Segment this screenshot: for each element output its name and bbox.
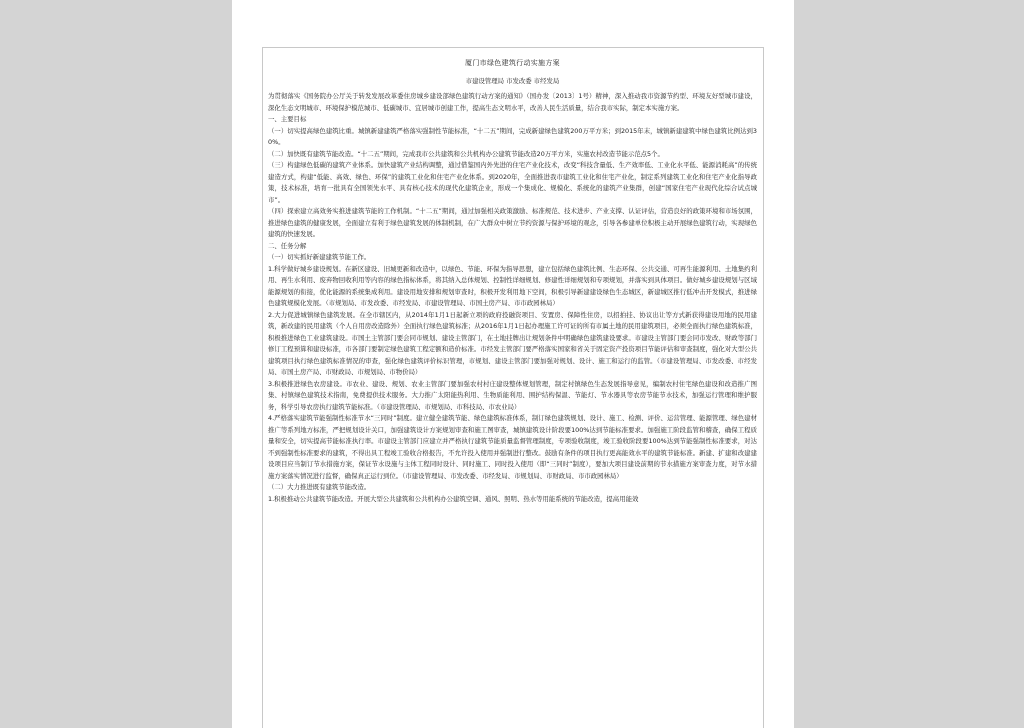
paragraph-intro: 为贯彻落实《国务院办公厅关于转发发展改革委住房城乡建设部绿色建筑行动方案的通知》（国办发〔2013〕1号）精神，深入推动我市资源节约型、环境友好型城市建设，深化生态文明城市、环境保护模范城市、低碳城市、宜居城市创建工作，提高生态文明水平，改善人民生活质量，结合我市实际，制定本实施方案。	[268, 92, 757, 112]
paragraph-task-4: 4.严格落实建筑节能强制性标准节水“三同时”制度。建立健全建筑节能、绿色建筑标准体系，制订绿色建筑规划、设计、施工、检测、评价、运营管理、能源管理、绿色建材推广等系列地方标准，严把规划设计关口，加强建筑设计方案规划审查和施工图审查，城镇建筑设计阶段要100%达到节能标准要求。加强施工阶段监管和稽查，确保工程质量和安全，切实提高节能标准执行率。市建设主管部门应建立并严格执行建筑节能质量监督管理制度，专项验收制度，竣工验收阶段要100%达到节能强制性标准要求，对达不到强制性标准要求的建筑，不得出具工程竣工验收合格报告，不允许投入使用并强制进行整改。鼓励有条件的项目执行更高能效水平的建筑节能标准。新建、扩建和改建建设项目应当制订节水措施方案，保证节水设施与主体工程同时设计、同时施工、同时投入使用（即“三同时”制度），要加大项目建设前期的节水措施方案审查力度，对节水措施方案落实情况进行监督，确保真正运行到位。（市建设管理局、市发改委、市经发局、市规划局、市财政局、市市政园林局）	[268, 414, 757, 480]
document-title: 厦门市绿色建筑行动实施方案	[465, 59, 560, 67]
paragraph-task-3: 3.积极推进绿色农房建设。市农业、建设、规划、农业主管部门要加强农村村庄建设整体规划管理，制定村镇绿色生态发展指导意见，编制农村住宅绿色建设和改造推广图集、村镇绿色建筑技术指南，免费提供技术服务。大力推广太阳能热利用、生物质能利用、围护结构保温、节能灯、节水器具等农房节能节水技术，加强运行管理和维护服务，科学引导农房执行建筑节能标准。（市建设管理局、市规划局、市科技局、市农业局）	[268, 379, 757, 411]
paragraph-task-1: 1.科学做好城乡建设规划。在新区建设、旧城更新和改造中，以绿色、节能、环保为指导思想，建立包括绿色建筑比例、生态环保、公共交通、可再生能源利用、土地集约利用、再生水利用、废弃物回收利用等内容的绿色指标体系，将其纳入总体规划、控制性详细规划、修建性详细规划和专项规划，并落实到具体项目。做好城乡建设规划与区域能源规划的衔接，优化能源的系统集成利用。建设用地安排和规划审查时，积极开发利用地下空间，积极引导新建建设绿色生态城区，新建城区推行低冲击开发模式，推进绿色建筑规模化发展。（市规划局、市发改委、市经发局、市建设管理局、市国土房产局、市市政园林局）	[268, 264, 757, 307]
paragraph-goal-1: （一）切实提高绿色建筑比重。城镇新建建筑严格落实强制性节能标准，“十二五”期间，完成新建绿色建筑200万平方米；到2015年末，城镇新建建筑中绿色建筑比例达到30%。	[268, 126, 757, 146]
document-body	[262, 47, 764, 728]
heading-task-breakdown: 二、任务分解	[268, 241, 307, 250]
paragraph-existing-1: 1.积极推动公共建筑节能改造。开展大型公共建筑和公共机构办公建筑空调、通风、照明、热水等用能系统的节能改造，提高用能效	[268, 494, 639, 503]
paragraph-goal-4: （四）探索建立高效务实推进建筑节能的工作机制。“十二五”期间，通过加强相关政策激励、标准规范、技术进步、产业支撑、认证评估，营造良好的政策环境和市场氛围，推进绿色建筑的健康发展，全面建立有利于绿色建筑发展的体制机制，在广大群众中树立节约资源与保护环境的观念，引导各参建单位积极主动开展绿色建筑行动，实现绿色建筑的快速发展。	[268, 207, 757, 238]
heading-main-goals: 一、主要目标	[268, 115, 307, 123]
subheading-new-building: （一）切实抓好新建建筑节能工作。	[268, 253, 371, 261]
paragraph-goal-3: （三）构建绿色低碳的建筑产业体系。加快建筑产业结构调整，通过借鉴国内外先进的住宅产业化技术，改变“科技含量低、生产效率低、工业化水平低、能源消耗高”的传统建造方式，构建“低能、高效、绿色、环保”的建筑工业化和住宅产业化体系。到2020年，全面推进我市建筑工业化和住宅产业化，制定系列建筑工业化和住宅产业化指导政策，技术标准，培育一批具有全国领先水平、具有核心技术的现代化建筑企业，形成一个集成化、规模化、系统化的建筑产业集群，创建“国家住宅产业现代化综合试点城市”。	[268, 161, 757, 204]
paragraph-task-2: 2.大力促进城镇绿色建筑发展。在全市辖区内，从2014年1月1日起新立项的政府投融资项目、安置房、保障性住房，以招拍挂、协议出让等方式新获得建设用地的民用建筑，新改建的民用建筑（个人自用房改造除外）全面执行绿色建筑标准；从2016年1月1日起办理施工许可证的所有市属土地的民用建筑项目，必须全面执行绿色建筑标准，积极推进绿色工业建筑建设。市国土主管部门要会同市规划、建设主管部门，在土地挂牌出让规划条件中明确绿色建筑建设要求。市建设主管部门要会同市发改、财政等部门修订工程预算和建设标准，市各部门要制定绿色建筑工程定额和造价标准。市经发主管部门要严格落实国家和省关于固定资产投资项目节能评估和审查制度，强化对大型公共建筑项目执行绿色建筑标准情况的审查，强化绿色建筑评价标识管理，市规划、建设主管部门要加强对规划、设计、施工和运行的监管。（市建设管理局、市发改委、市经发局、市国土房产局、市财政局、市规划局、市物价局）	[268, 310, 757, 376]
subheading-existing-building: （二）大力推进既有建筑节能改造。	[268, 483, 371, 491]
document-issuers: 市建设管理局 市发改委 市经发局	[465, 76, 560, 85]
paragraph-goal-2: （二）加快既有建筑节能改造。“十二五”期间，完成我市公共建筑和公共机构办公建筑节能改造20万平方米，实施农村改造节能示范点5个。	[268, 149, 664, 158]
